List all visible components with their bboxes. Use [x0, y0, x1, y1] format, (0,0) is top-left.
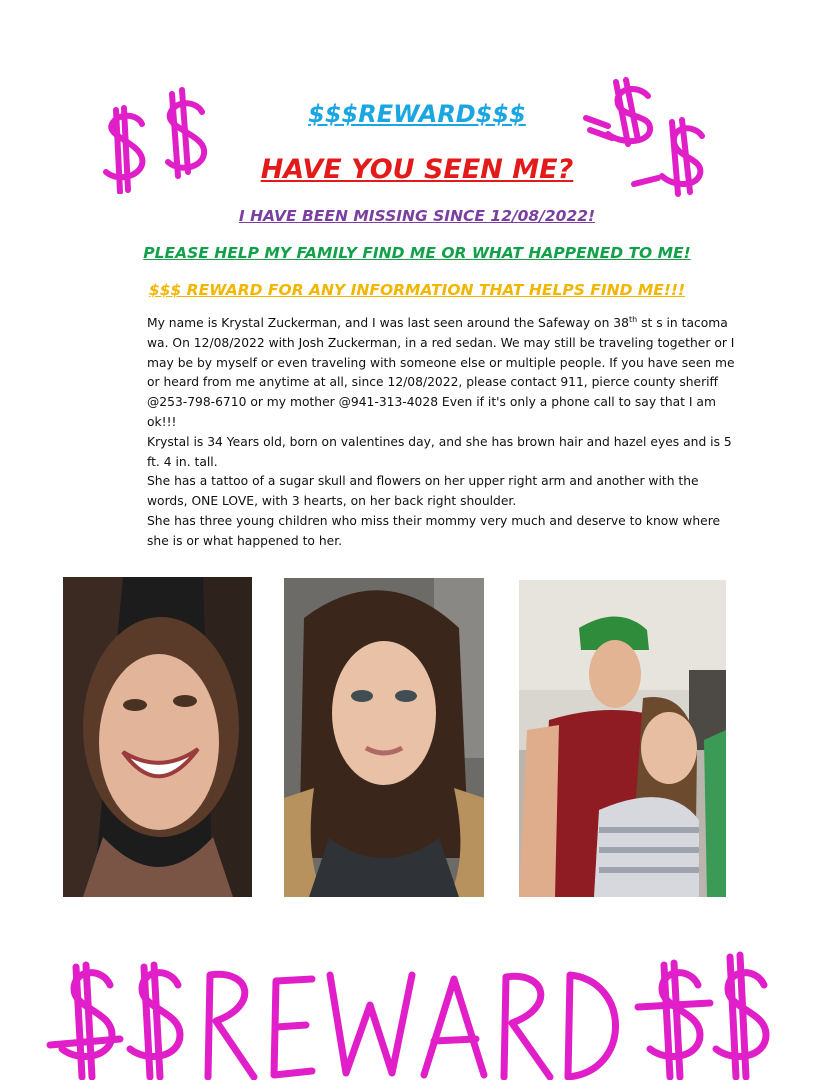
- description-paragraph-appearance: Krystal is 34 Years old, born on valentines day, and she has brown hair and hazel eyes and is 5 ft. 4 in. tall.: [147, 434, 732, 469]
- photo-selfie: [284, 578, 484, 897]
- missing-since-line: I HAVE BEEN MISSING SINCE 12/08/2022!: [238, 207, 596, 225]
- description-paragraph-last-seen: My name is Krystal Zuckerman, and I was last seen around the Safeway on 38th st s in tacoma wa. On 12/08/2022 with Josh Zuckerman, in a red sedan. We may still be traveling together or I may be by myself or even traveling with someone else or multiple people. If you have seen me or heard from me anytime at all, since 12/08/2022, please contact 911, pierce county sheriff @253-798-6710 or my mother @941-313-4028 Even if it's only a phone call to say that I am ok!!!: [147, 314, 735, 429]
- photo-with-companion: [519, 580, 726, 897]
- help-family-line: PLEASE HELP MY FAMILY FIND ME OR WHAT HAPPENED TO ME!: [143, 244, 691, 262]
- description-paragraph-tattoos: She has a tattoo of a sugar skull and flowers on her upper right arm and another with the words, ONE LOVE, with 3 hearts, on her back right shoulder.: [147, 474, 699, 509]
- handwritten-reward-banner: [40, 945, 800, 1080]
- photo-smiling-close-up: [63, 577, 252, 897]
- description-text: [147, 314, 739, 552]
- reward-heading: $$$REWARD$$$: [308, 100, 526, 128]
- description-paragraph-children: She has three young children who miss their mommy very much and deserve to know where she is or what happened to her.: [147, 513, 721, 548]
- reward-information-line: $$$ REWARD FOR ANY INFORMATION THAT HELPS FIND ME!!!: [148, 281, 686, 299]
- have-you-seen-me-heading: HAVE YOU SEEN ME?: [260, 154, 574, 185]
